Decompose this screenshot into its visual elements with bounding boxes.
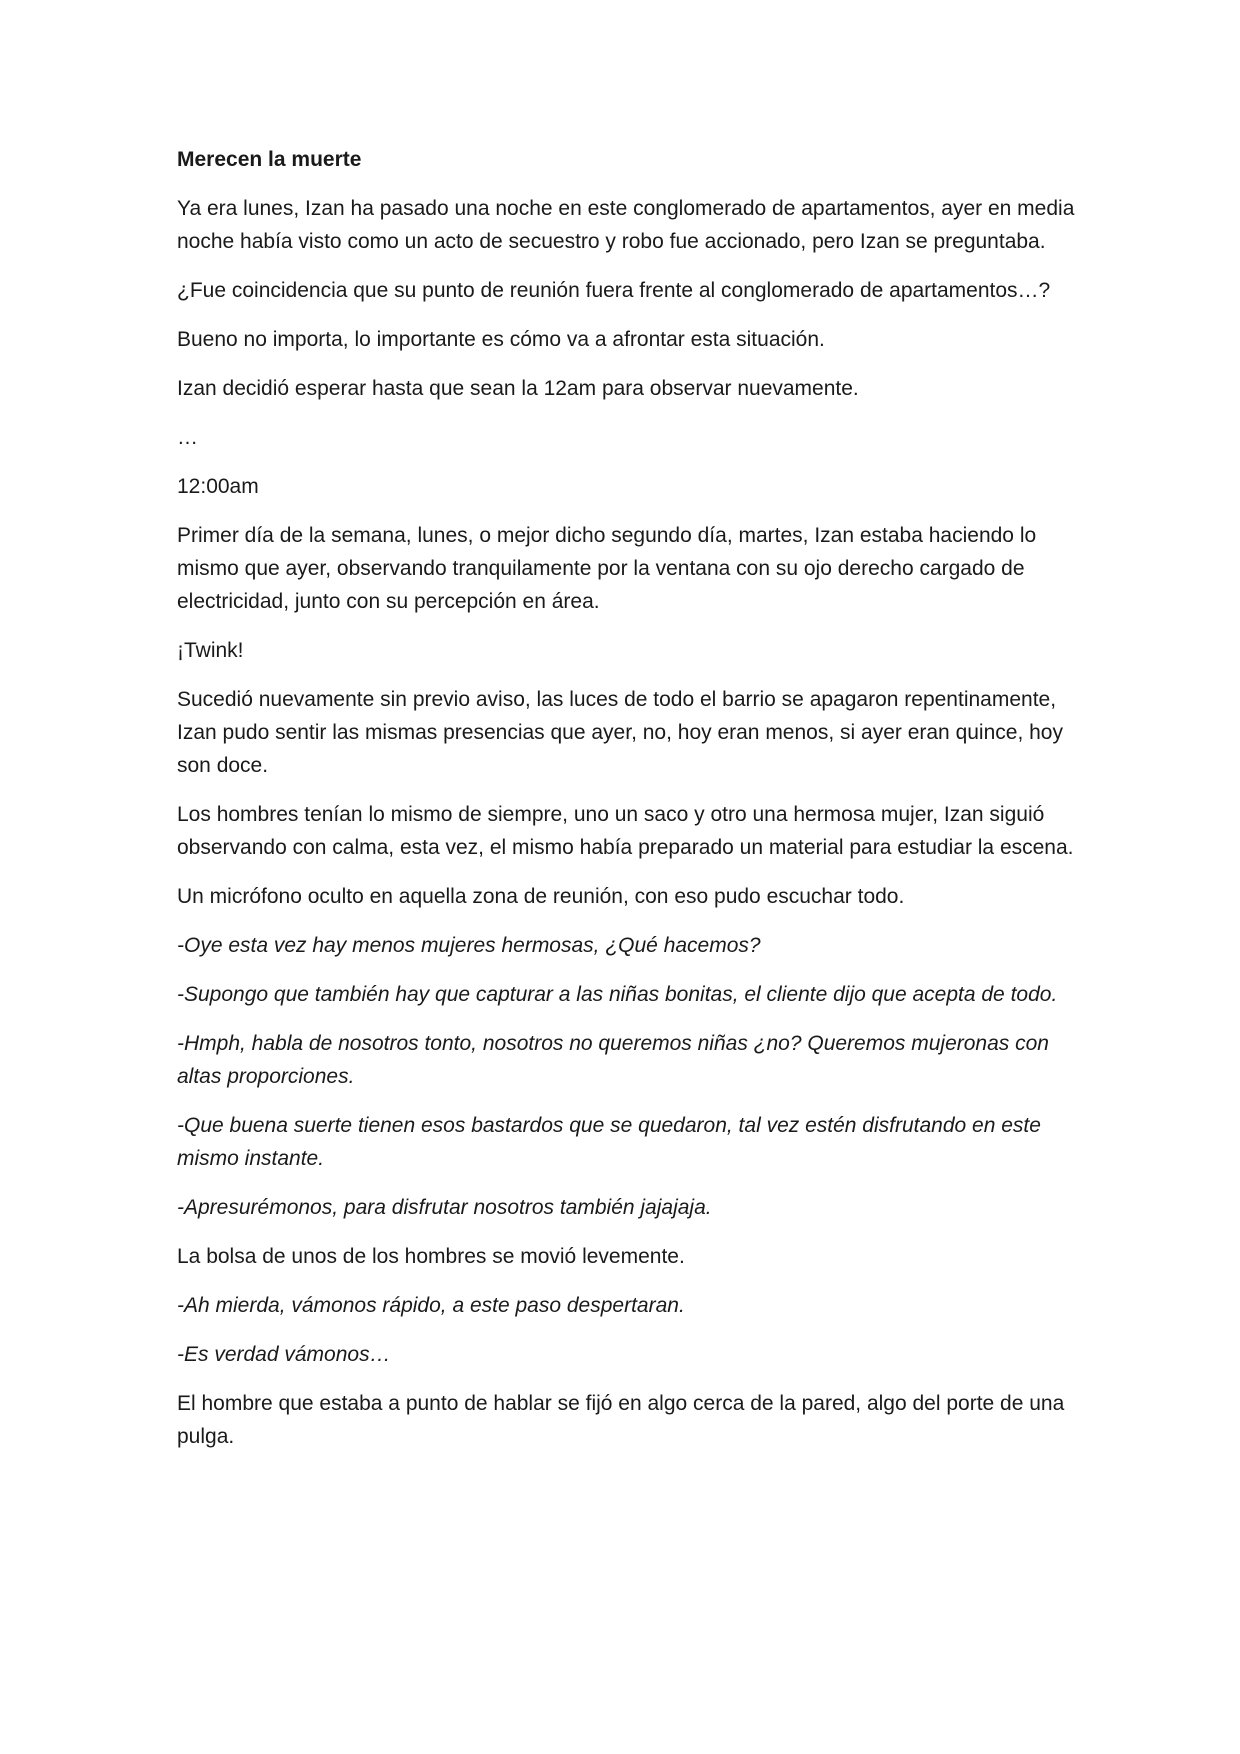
document-title: Merecen la muerte: [177, 148, 362, 171]
body-paragraph: Primer día de la semana, lunes, o mejor dicho segundo día, martes, Izan estaba haciendo lo mismo que ayer, observando tranquilamente por la ventana con su ojo derecho cargado de electricidad, junto con su percepción en área.: [177, 524, 1037, 613]
body-paragraph: Ya era lunes, Izan ha pasado una noche en este conglomerado de apartamentos, ayer en media noche había visto como un acto de secuestro y robo fue accionado, pero Izan se preguntaba.: [177, 197, 1075, 253]
body-paragraph: 12:00am: [177, 475, 259, 498]
body-paragraph: ¡Twink!: [177, 639, 244, 662]
body-paragraph: La bolsa de unos de los hombres se movió levemente.: [177, 1245, 685, 1268]
body-paragraph: …: [177, 426, 198, 449]
body-paragraph: Bueno no importa, lo importante es cómo va a afrontar esta situación.: [177, 328, 825, 351]
body-paragraph: El hombre que estaba a punto de hablar se fijó en algo cerca de la pared, algo del porte de una pulga.: [177, 1392, 1065, 1448]
dialogue-paragraph: -Supongo que también hay que capturar a las niñas bonitas, el cliente dijo que acepta de todo.: [177, 983, 1058, 1006]
dialogue-paragraph: -Es verdad vámonos…: [177, 1343, 391, 1366]
dialogue-paragraph: -Hmph, habla de nosotros tonto, nosotros no queremos niñas ¿no? Queremos mujeronas con altas proporciones.: [177, 1032, 1049, 1088]
dialogue-paragraph: -Que buena suerte tienen esos bastardos que se quedaron, tal vez estén disfrutando en este mismo instante.: [177, 1114, 1041, 1170]
document-body: [177, 143, 1077, 1469]
dialogue-paragraph: -Oye esta vez hay menos mujeres hermosas, ¿Qué hacemos?: [177, 934, 761, 957]
body-paragraph: ¿Fue coincidencia que su punto de reunión fuera frente al conglomerado de apartamentos…?: [177, 279, 1051, 302]
body-paragraph: Un micrófono oculto en aquella zona de reunión, con eso pudo escuchar todo.: [177, 885, 905, 908]
body-paragraph: Los hombres tenían lo mismo de siempre, uno un saco y otro una hermosa mujer, Izan siguió observando con calma, esta vez, el mismo había preparado un material para estudiar la escena.: [177, 803, 1074, 859]
body-paragraph: Sucedió nuevamente sin previo aviso, las luces de todo el barrio se apagaron repentinamente, Izan pudo sentir las mismas presencias que ayer, no, hoy eran menos, si ayer eran quince, hoy son doce.: [177, 688, 1063, 777]
paragraph-list: [177, 192, 1077, 1453]
body-paragraph: Izan decidió esperar hasta que sean la 12am para observar nuevamente.: [177, 377, 859, 400]
dialogue-paragraph: -Ah mierda, vámonos rápido, a este paso despertaran.: [177, 1294, 685, 1317]
dialogue-paragraph: -Apresurémonos, para disfrutar nosotros también jajajaja.: [177, 1196, 712, 1219]
